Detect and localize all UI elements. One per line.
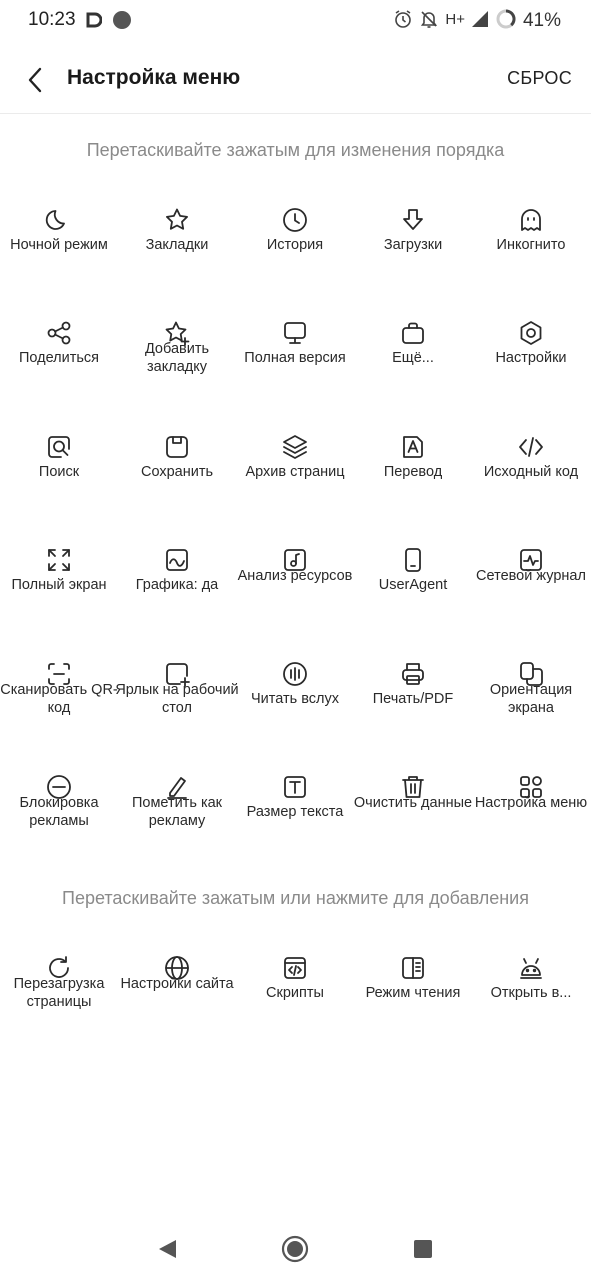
menu-item-label: История	[266, 237, 324, 253]
page-search-icon	[45, 433, 73, 461]
menu-item-label: Сетевой журнал	[476, 568, 586, 585]
menu-item-label: Графика: да	[135, 577, 219, 594]
reset-button[interactable]: СБРОС	[507, 68, 572, 88]
menu-item-star-plus[interactable]	[118, 319, 236, 419]
menu-item-star[interactable]	[118, 206, 236, 306]
settings-icon	[517, 319, 545, 347]
menu-item-label: Размер текста	[246, 804, 344, 820]
menu-item-label: Блокировка рекламы	[19, 795, 99, 829]
menu-item-image[interactable]	[118, 546, 236, 646]
menu-item-clock[interactable]	[236, 206, 354, 306]
mute-bell-icon	[419, 9, 439, 34]
notification-d-icon	[86, 12, 102, 33]
menu-item-label: Печать/PDF	[372, 690, 454, 707]
menu-item-label: Полная версия	[244, 350, 346, 367]
menu-item-globe[interactable]	[118, 954, 236, 1054]
fullscreen-icon	[45, 546, 73, 574]
share-icon	[45, 319, 73, 347]
menu-item-label: Ярлык на рабочий стол	[115, 681, 239, 716]
menu-item-label: Ночной режим	[10, 237, 108, 253]
menu-item-android[interactable]	[472, 954, 590, 1054]
menu-item-grid[interactable]	[472, 773, 590, 873]
menu-item-scan[interactable]	[0, 660, 118, 760]
menu-item-label: Настройка меню	[474, 795, 588, 811]
menu-item-label: Архив страниц	[245, 463, 345, 480]
battery-percent: 41%	[522, 10, 561, 31]
notification-dot-icon	[112, 10, 132, 35]
menu-item-pen[interactable]	[118, 773, 236, 873]
menu-item-script[interactable]	[236, 954, 354, 1054]
menu-item-moon[interactable]	[0, 206, 118, 306]
menu-item-label: Сканировать QR-код	[0, 681, 118, 716]
menu-item-label: Пометить как рекламу	[131, 795, 223, 829]
menu-item-label: Ориентация экрана	[489, 681, 573, 716]
menu-item-translate[interactable]	[354, 433, 472, 533]
menu-item-text-size[interactable]	[236, 773, 354, 873]
menu-item-save[interactable]	[118, 433, 236, 533]
menu-item-phone[interactable]	[354, 546, 472, 646]
menu-item-label: Режим чтения	[365, 985, 461, 1001]
menu-item-code[interactable]	[472, 433, 590, 533]
menu-item-label: Настройки	[495, 350, 567, 367]
menu-item-label: Полный экран	[11, 577, 107, 594]
image-icon	[163, 546, 191, 574]
nav-home-button[interactable]	[280, 1234, 310, 1264]
menu-item-label: Анализ ресурсов	[237, 568, 353, 585]
menu-item-page-search[interactable]	[0, 433, 118, 533]
download-icon	[399, 206, 427, 234]
bag-icon	[399, 319, 427, 347]
menu-item-label: Открыть в...	[490, 985, 572, 1001]
menu-item-label: Очистить данные	[353, 795, 473, 811]
menu-item-printer[interactable]	[354, 660, 472, 760]
nav-recents-button[interactable]	[408, 1234, 438, 1264]
menu-item-reload[interactable]	[0, 954, 118, 1054]
star-icon	[163, 206, 191, 234]
menu-item-shortcut-add[interactable]	[115, 660, 239, 760]
back-button[interactable]	[18, 60, 52, 100]
battery-ring-icon	[495, 8, 517, 35]
menu-item-layers[interactable]	[236, 433, 354, 533]
menu-item-label: Загрузки	[383, 237, 443, 253]
menu-item-label: Закладки	[145, 237, 209, 253]
menu-item-label: Инкогнито	[496, 237, 566, 253]
save-icon	[163, 433, 191, 461]
alarm-icon	[393, 9, 413, 34]
menu-item-block[interactable]	[0, 773, 118, 873]
menu-item-label: UserAgent	[378, 577, 448, 594]
menu-item-label: Сохранить	[140, 463, 214, 480]
monitor-icon	[281, 319, 309, 347]
menu-item-fullscreen[interactable]	[0, 546, 118, 646]
add-hint: Перетаскивайте зажатым или нажмите для добавления	[62, 888, 529, 908]
menu-item-label: Перезагрузка страницы	[13, 976, 105, 1010]
ghost-icon	[517, 206, 545, 234]
layers-icon	[281, 433, 309, 461]
script-icon	[281, 954, 309, 982]
navigation-bar	[0, 1220, 591, 1280]
menu-item-rotate-screen[interactable]	[472, 660, 590, 760]
signal-icon	[471, 10, 489, 33]
chevron-left-icon	[26, 66, 44, 94]
menu-item-share[interactable]	[0, 319, 118, 419]
text-size-icon	[281, 773, 309, 801]
home-circle-icon	[281, 1235, 309, 1263]
code-icon	[517, 433, 545, 461]
page-title: Настройка меню	[67, 66, 241, 89]
menu-item-download[interactable]	[354, 206, 472, 306]
menu-item-label: Настройки сайта	[120, 976, 234, 992]
menu-item-music-file[interactable]	[236, 546, 354, 646]
network-type: H+	[445, 10, 465, 28]
menu-item-label: Ещё...	[392, 350, 434, 367]
menu-item-ghost[interactable]	[472, 206, 590, 306]
triangle-back-icon	[156, 1238, 178, 1260]
translate-icon	[399, 433, 427, 461]
menu-item-label: Поделиться	[18, 350, 100, 367]
moon-icon	[45, 206, 73, 234]
android-icon	[517, 954, 545, 982]
menu-item-label: Исходный код	[483, 463, 579, 480]
menu-item-bag[interactable]	[354, 319, 472, 419]
menu-item-label: Перевод	[383, 463, 443, 480]
reorder-hint: Перетаскивайте зажатым для изменения порядка	[86, 140, 505, 160]
status-time: 10:23	[28, 9, 76, 30]
menu-item-label: Скрипты	[266, 985, 324, 1001]
menu-item-reader[interactable]	[354, 954, 472, 1054]
menu-item-settings[interactable]	[472, 319, 590, 419]
phone-icon	[399, 546, 427, 574]
menu-item-label: Поиск	[38, 463, 80, 480]
menu-item-label: Добавить закладку	[144, 341, 210, 376]
reader-icon	[399, 954, 427, 982]
voice-icon	[281, 660, 309, 688]
menu-item-label: Читать вслух	[251, 690, 339, 707]
menu-item-trash[interactable]	[354, 773, 472, 873]
clock-icon	[281, 206, 309, 234]
printer-icon	[399, 660, 427, 688]
menu-item-monitor[interactable]	[236, 319, 354, 419]
nav-back-button[interactable]	[152, 1234, 182, 1264]
app-bar	[0, 46, 591, 114]
square-recents-icon	[413, 1239, 433, 1259]
status-bar	[0, 0, 591, 42]
menu-item-voice[interactable]	[236, 660, 354, 760]
menu-item-pulse[interactable]	[472, 546, 590, 646]
